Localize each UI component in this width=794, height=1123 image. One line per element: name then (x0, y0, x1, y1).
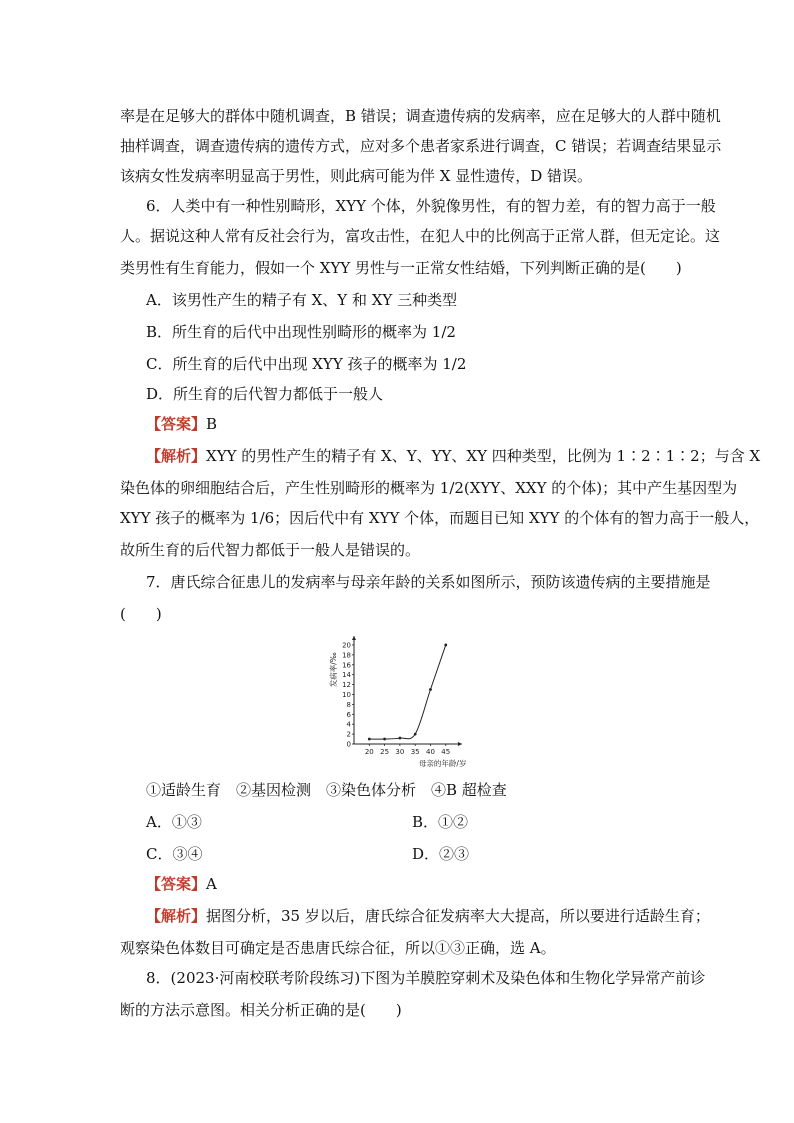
analysis-text: 据图分析，35 岁以后，唐氏综合征发病率大大提高，所以要进行适龄生育； (206, 907, 710, 925)
y-tick-label: 20 (342, 641, 351, 650)
x-tick-label: 25 (380, 748, 390, 756)
data-point (368, 738, 371, 741)
x-tick-label: 20 (364, 748, 374, 756)
y-tick-label: 8 (346, 700, 351, 709)
paragraph-line: 抽样调查，调查遗传病的遗传方式，应对多个患者家系进行调查，C 错误；若调查结果显示 (120, 137, 722, 155)
q6-stem-line: 类男性有生育能力，假如一个 XYY 男性与一正常女性结婚，下列判断正确的是( ) (120, 259, 682, 277)
q6-stem-line: 人。据说这种人常有反社会行为，富攻击性，在犯人中的比例高于正常人群，但无定论。这 (120, 227, 721, 245)
answer-tag: 【答案】 (146, 415, 207, 433)
analysis-text: XYY 的男性产生的精子有 X、Y、YY、XY 四种类型，比例为 1∶2∶1∶2；与含 X (206, 447, 761, 465)
x-axis-label: 母亲的年龄/岁 (418, 759, 467, 768)
q8-stem-line: 断的方法示意图。相关分析正确的是( ) (120, 1001, 402, 1019)
answer-value: A (206, 875, 217, 893)
q6-analysis-line: 故所生育的后代智力都低于一般人是错误的。 (120, 541, 421, 559)
x-tick-label: 30 (395, 748, 405, 756)
x-axis-arrow (458, 742, 462, 746)
q7-option-b: B．①② (412, 813, 469, 831)
analysis-tag: 【解析】 (146, 447, 207, 465)
q7-stem-line: 7．唐氏综合征患儿的发病率与母亲年龄的关系如图所示，预防该遗传病的主要措施是 (146, 573, 711, 591)
q6-option-c: C．所生育的后代中出现 XYY 孩子的概率为 1/2 (146, 355, 467, 373)
y-tick-label: 6 (346, 710, 351, 719)
incidence-chart (320, 632, 470, 772)
y-tick-label: 4 (346, 720, 351, 729)
y-tick-label: 10 (342, 690, 351, 699)
q8-stem-line: 8．(2023·河南校联考阶段练习)下图为羊膜腔穿刺术及染色体和生物化学异常产前诊 (146, 969, 706, 987)
y-tick-label: 0 (346, 740, 351, 749)
series-line (369, 645, 445, 739)
answer-tag: 【答案】 (146, 875, 207, 893)
data-point (429, 688, 432, 691)
y-tick-label: 14 (342, 671, 351, 680)
data-point (383, 738, 386, 741)
q6-stem-line: 6．人类中有一种性别畸形，XYY 个体，外貌像男性，有的智力差，有的智力高于一般 (146, 197, 716, 215)
q7-option-a: A．①③ (146, 813, 202, 831)
q6-option-b: B．所生育的后代中出现性别畸形的概率为 1/2 (146, 323, 456, 341)
paragraph-line: 该病女性发病率明显高于男性，则此病可能为伴 X 显性遗传，D 错误。 (120, 167, 593, 185)
data-point (414, 733, 417, 736)
q6-option-a: A．该男性产生的精子有 X、Y 和 XY 三种类型 (146, 291, 458, 309)
q7-analysis-line: 观察染色体数目可确定是否患唐氏综合征，所以①③正确，选 A。 (120, 939, 556, 957)
chart-axes (328, 636, 466, 768)
q6-answer (146, 414, 217, 434)
chart-marks (368, 644, 447, 741)
data-point (398, 737, 401, 740)
y-tick-label: 12 (342, 681, 351, 690)
y-axis-arrow (352, 636, 356, 640)
x-tick-label: 40 (426, 748, 435, 756)
q7-option-d: D．②③ (412, 845, 470, 863)
q6-option-d: D．所生育的后代智力都低于一般人 (146, 385, 384, 403)
y-tick-label: 18 (342, 651, 351, 660)
q7-stem-line: ( ) (120, 605, 162, 623)
y-tick-label: 2 (346, 730, 351, 739)
y-tick-label: 16 (342, 661, 351, 670)
x-tick-label: 45 (441, 748, 451, 756)
q7-analysis-line (146, 906, 710, 926)
answer-value: B (206, 415, 218, 433)
y-axis-label: 发病率/‰ (329, 652, 338, 688)
q7-option-c: C．③④ (146, 845, 203, 863)
analysis-tag: 【解析】 (146, 907, 207, 925)
q6-analysis-line: XYY 孩子的概率为 1/6；因后代中有 XYY 个体，而题目已知 XYY 的个体有的智力高于一般人， (120, 509, 760, 527)
q6-analysis-line (146, 446, 760, 466)
q7-measures: ①适龄生育 ②基因检测 ③染色体分析 ④B 超检查 (146, 781, 507, 799)
paragraph-line: 率是在足够大的群体中随机调查，B 错误；调查遗传病的发病率，应在足够大的人群中随机 (120, 107, 721, 125)
q6-analysis-line: 染色体的卵细胞结合后，产生性别畸形的概率为 1/2(XYY、XXY 的个体)；其中产生基因型为 (120, 479, 738, 497)
q7-answer (146, 874, 217, 894)
x-tick-label: 35 (410, 748, 420, 756)
data-point (444, 644, 447, 647)
